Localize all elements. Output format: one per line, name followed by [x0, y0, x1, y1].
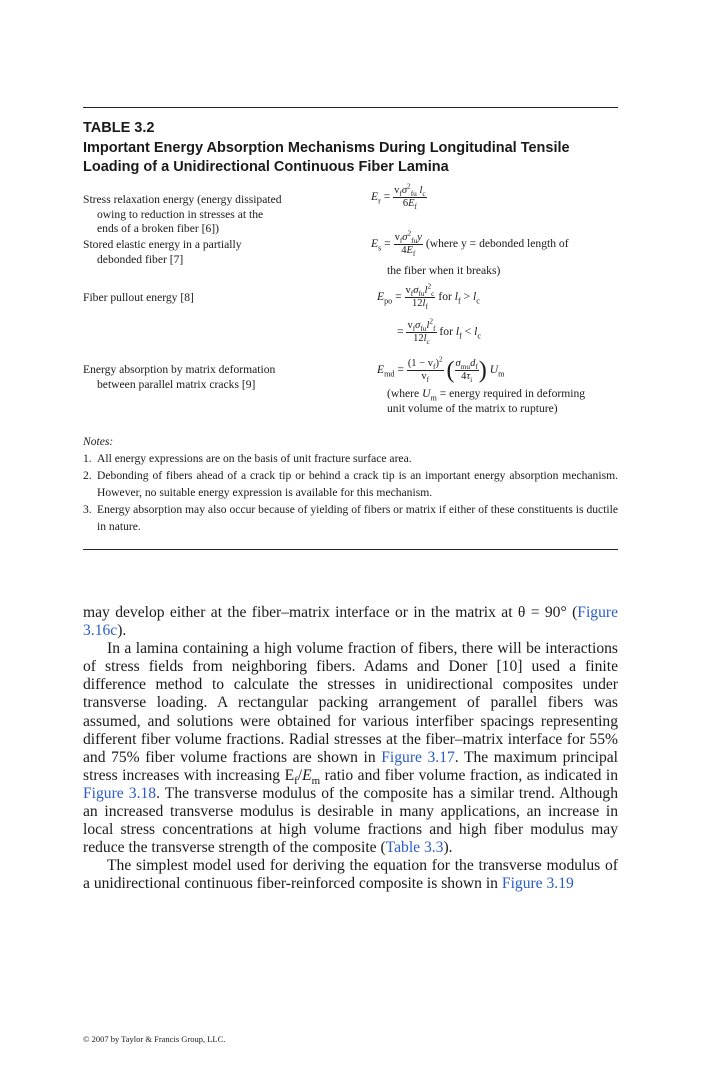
- table-row-mechanism: Energy absorption by matrix deformation between parallel matrix cracks [9]: [83, 363, 276, 391]
- note-item: 1. All energy expressions are on the basis of unit fracture surface area.: [83, 452, 412, 465]
- equation-note: the fiber when it breaks): [387, 264, 501, 277]
- equation-note: (where y = debonded length of: [425, 237, 569, 251]
- table-title: Important Energy Absorption Mechanisms During Longitudinal Tensile Loading of a Unidirectional Continuous Fiber Lamina: [83, 140, 570, 175]
- table-top-rule: [83, 107, 618, 108]
- figure-link[interactable]: Figure 3.16c: [83, 604, 618, 640]
- paragraph: may develop either at the fiber–matrix interface or in the matrix at θ = 90° (Figure 3.16c).: [83, 604, 618, 640]
- equation-stress-relaxation: $E_r$ = $\frac{v_f\sigma^2_{fu} l_c}{6E_f}$: [371, 181, 426, 212]
- table-row-mechanism: Stored elastic energy in a partially debonded fiber [7]: [83, 238, 242, 266]
- equation-pullout-1: $E_{po}$ = $\frac{v_f\sigma_{fu}l^2_c}{12l_f}$ for $l_f > l_c$: [377, 281, 480, 312]
- equation-matrix-deformation: $E_{md}$ = $\frac{(1 - v_f)^2}{v_f}$ ( $\frac{\sigma_{mu}d_f}{4\tau_i}$ ) $U_m$: [377, 354, 505, 385]
- table-row-mechanism: Fiber pullout energy [8]: [83, 291, 194, 304]
- table-link[interactable]: Table 3.3: [385, 839, 444, 857]
- copyright-footer: © 2007 by Taylor & Francis Group, LLC.: [83, 1034, 226, 1044]
- note-item: 2. Debonding of fibers ahead of a crack tip or behind a crack tip is an important energy absorption mechanism. However, no suitable energy expression is available for this mechanism.: [83, 469, 618, 499]
- table-row-mechanism: Stress relaxation energy (energy dissipated owing to reduction in stresses at the ends of a broken fiber [6]): [83, 193, 282, 235]
- table-notes: [83, 433, 618, 535]
- note-item: 3. Energy absorption may also occur because of yielding of fibers or matrix if either of these constituents is ductile in nature.: [83, 503, 618, 533]
- equation-stored-elastic: $E_s$ = $\frac{v_f\sigma^2_{fu}y}{4E_f}$ (where y = debonded length of: [371, 228, 569, 259]
- figure-link[interactable]: Figure 3.17: [381, 748, 455, 766]
- body-text: [83, 604, 618, 894]
- figure-link[interactable]: Figure 3.18: [83, 784, 157, 802]
- notes-heading: Notes:: [83, 435, 114, 448]
- paragraph: The simplest model used for deriving the equation for the transverse modulus of a unidirectional continuous fiber-reinforced composite is shown in Figure 3.19: [83, 857, 618, 893]
- equation-note: (where $U_m$ = energy required in deforming: [387, 387, 586, 403]
- paragraph: In a lamina containing a high volume fraction of fibers, there will be interactions of stress fields from neighboring fibers. Adams and Doner [10] used a finite difference method to calculate the stresses in unidirectional composites under transverse loading. A rectangular packing arrangement of parallel fibers was assumed, and solutions were obtained for various interfiber spacings representing different fiber volume fractions. Radial stresses at the fiber–matrix interface for 55% and 75% fiber volume fractions are shown in Figure 3.17. The maximum principal stress increases with increasing $E_f/E_m$ ratio and fiber volume fraction, as indicated in Figure 3.18. The transverse modulus of the composite has a similar trend. Although an increased transverse modulus is desirable in many applications, an increase in local stress concentrations at high volume fractions and high fiber modulus may reduce the transverse strength of the composite (Table 3.3).: [83, 640, 618, 857]
- table-label: TABLE 3.2: [83, 120, 155, 136]
- equation-pullout-2: = $\frac{v_f\sigma_{fu}l^2_f}{12l_c}$ for $l_f < l_c$: [397, 316, 481, 347]
- page: [83, 0, 618, 1065]
- table-bottom-rule: [83, 549, 618, 550]
- equation-note: unit volume of the matrix to rupture): [387, 402, 558, 415]
- figure-link[interactable]: Figure 3.19: [501, 875, 574, 893]
